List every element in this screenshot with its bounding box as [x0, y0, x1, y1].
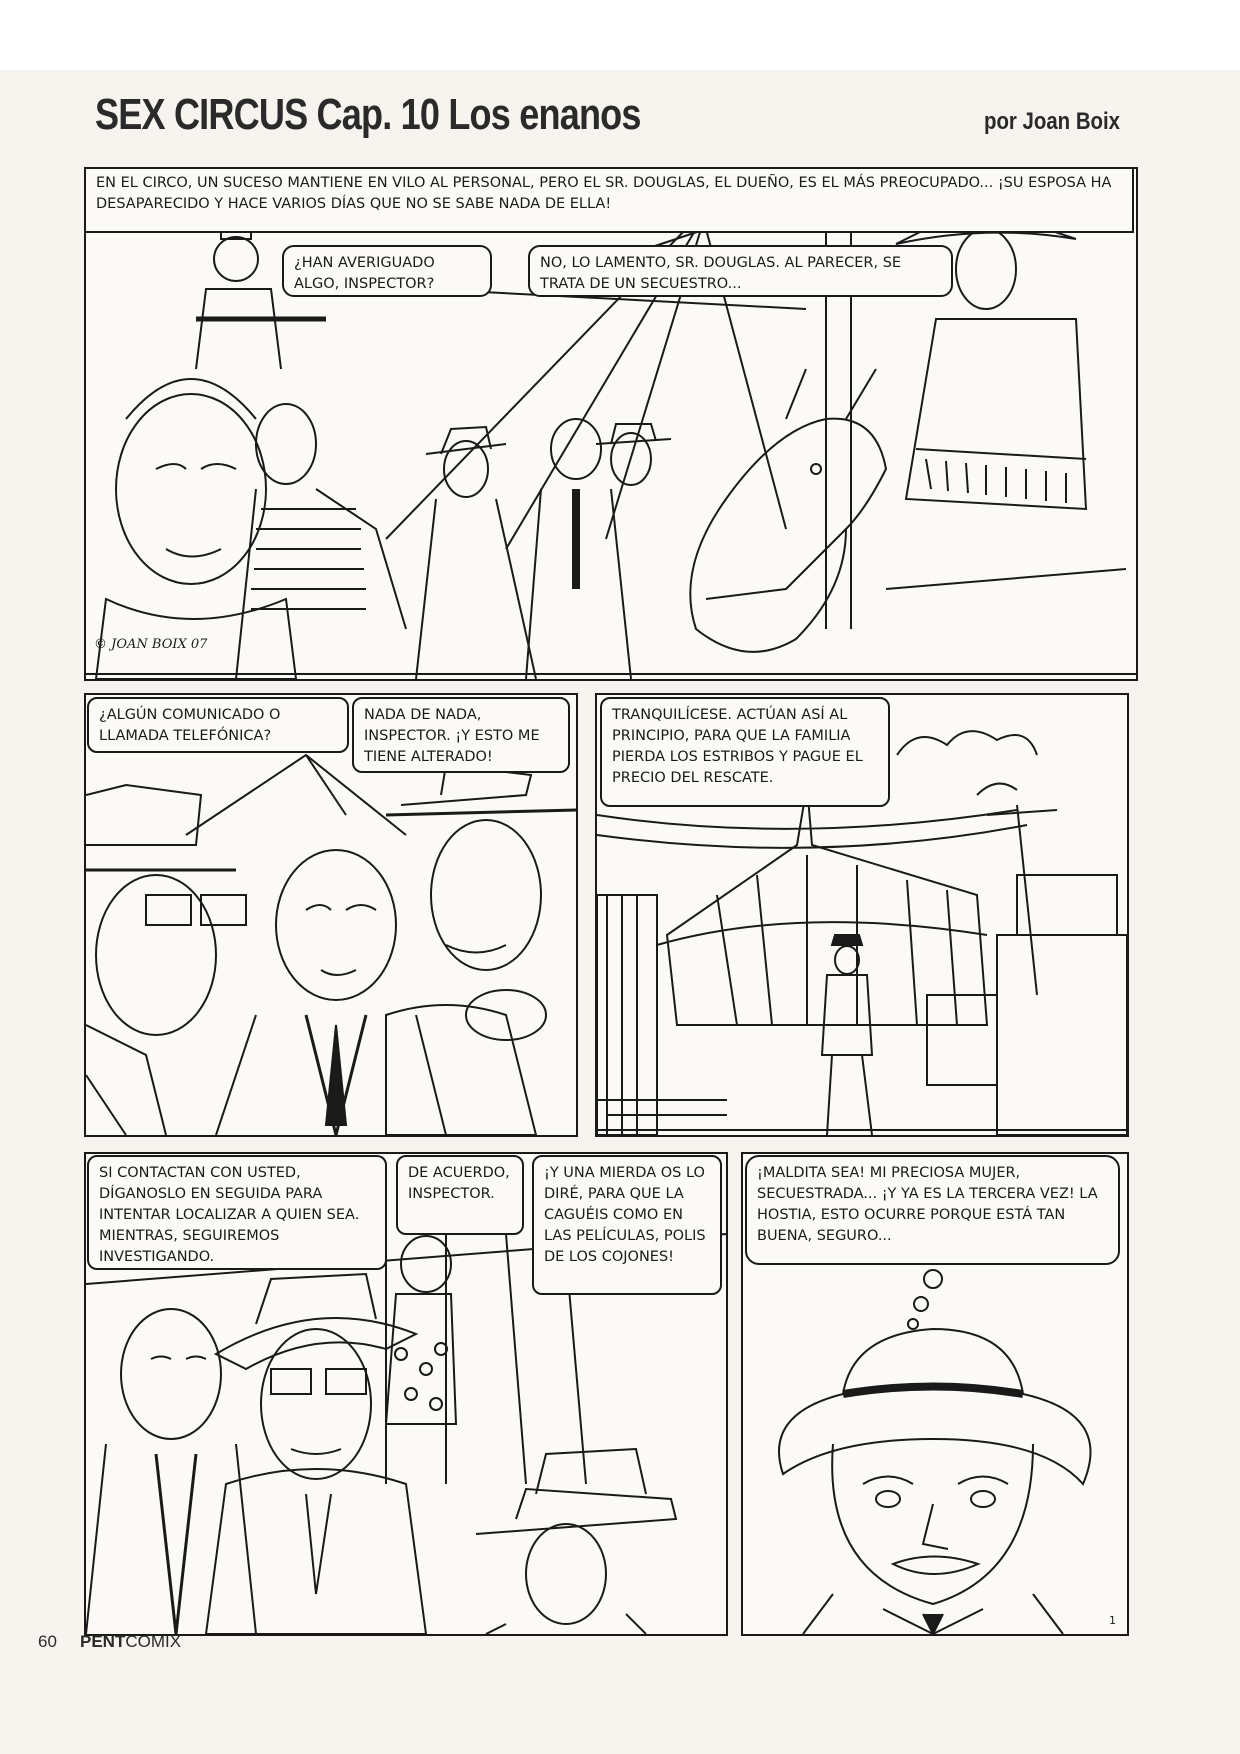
panel-1-caption: [84, 167, 1134, 233]
panel-page-mark: 1: [1109, 1614, 1116, 1627]
panel-2-balloon-1-text: ¿ALGÚN COMUNICADO O LLAMADA TELEFÓNICA?: [99, 707, 281, 744]
author-byline: por Joan Boix: [983, 108, 1120, 135]
panel-5-balloon-1: [745, 1155, 1120, 1265]
panel-1-balloon-2: [528, 245, 953, 297]
magazine-name-bold: PENT: [80, 1632, 126, 1651]
panel-4-balloon-1-text: SI CONTACTAN CON USTED, DÍGANOSLO EN SEGUIDA PARA INTENTAR LOCALIZAR A QUIEN SEA. MIENTRAS, SEGUIREMOS INVESTIGANDO.: [99, 1165, 360, 1265]
magazine-name: [80, 1632, 181, 1652]
panel-5-balloon-1-text: ¡MALDITA SEA! MI PRECIOSA MUJER, SECUESTRADA... ¡Y YA ES LA TERCERA VEZ! LA HOSTIA, ESTO OCURRE PORQUE ESTÁ TAN BUENA, SEGURO...: [757, 1165, 1098, 1244]
panel-4-balloon-3: [532, 1155, 722, 1295]
panel-1-caption-text: EN EL CIRCO, UN SUCESO MANTIENE EN VILO AL PERSONAL, PERO EL SR. DOUGLAS, EL DUEÑO, ES EL MÁS PREOCUPADO... ¡SU ESPOSA HA DESAPARECIDO Y HACE VARIOS DÍAS QUE NO SE SABE NADA DE ELLA!: [96, 175, 1112, 212]
panel-4-balloon-1: [87, 1155, 387, 1270]
panel-4-balloon-3-text: ¡Y UNA MIERDA OS LO DIRÉ, PARA QUE LA CAGUÉIS COMO EN LAS PELÍCULAS, POLIS DE LOS COJONES!: [544, 1165, 706, 1265]
panel-1-balloon-1-text: ¿HAN AVERIGUADO ALGO, INSPECTOR?: [294, 255, 435, 292]
panel-2-balloon-1: [87, 697, 349, 753]
artist-signature: © JOAN BOIX 07: [94, 637, 208, 652]
page-number: 60: [38, 1632, 57, 1651]
magazine-name-rest: COMIX: [125, 1632, 182, 1651]
panel-4-balloon-2: [396, 1155, 524, 1235]
panel-2-balloon-2: [352, 697, 570, 773]
panel-1-balloon-1: [282, 245, 492, 297]
panel-3-balloon-1: [600, 697, 890, 807]
panel-2-balloon-2-text: NADA DE NADA, INSPECTOR. ¡Y ESTO ME TIENE ALTERADO!: [364, 707, 540, 765]
panel-4-balloon-2-text: DE ACUERDO, INSPECTOR.: [408, 1165, 510, 1202]
comic-title: SEX CIRCUS Cap. 10 Los enanos: [95, 90, 641, 139]
panel-3-balloon-1-text: TRANQUILÍCESE. ACTÚAN ASÍ AL PRINCIPIO, PARA QUE LA FAMILIA PIERDA LOS ESTRIBOS Y PAGUE EL PRECIO DEL RESCATE.: [612, 707, 863, 786]
panel-1-balloon-2-text: NO, LO LAMENTO, SR. DOUGLAS. AL PARECER, SE TRATA DE UN SECUESTRO...: [540, 255, 902, 292]
